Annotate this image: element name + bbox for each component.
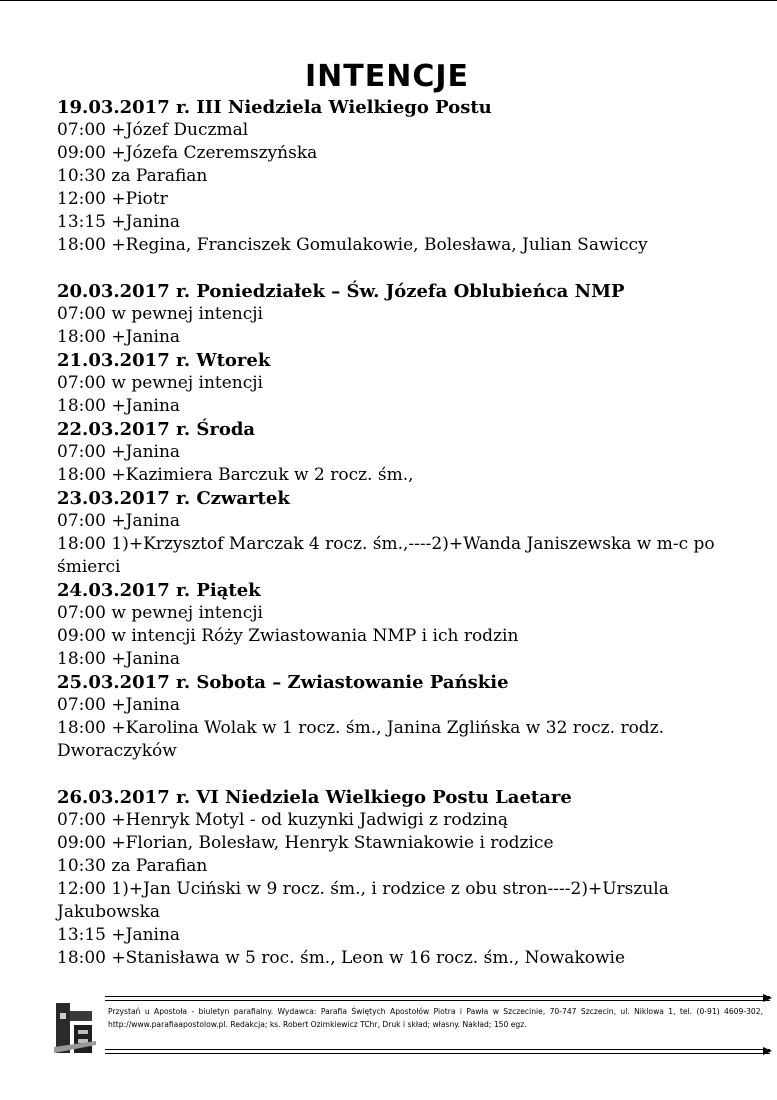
- mass-intention: 07:00 w pewnej intencji: [57, 304, 263, 324]
- day-heading: 26.03.2017 r. VI Niedziela Wielkiego Postu Laetare: [57, 787, 572, 808]
- footer-rule: [105, 1049, 770, 1050]
- mass-intention: 18:00 +Stanisława w 5 roc. śm., Leon w 16 rocz. śm., Nowakowie: [57, 948, 626, 968]
- mass-intention: 18:00 +Janina: [57, 396, 181, 416]
- day-section: [57, 487, 747, 579]
- day-section: [57, 671, 747, 763]
- mass-intention: 12:00 +Piotr: [57, 189, 168, 209]
- mass-intention: 13:15 +Janina: [57, 212, 181, 232]
- parish-logo-icon: [50, 997, 98, 1057]
- day-heading: 23.03.2017 r. Czwartek: [57, 488, 290, 509]
- mass-intention: 07:00 +Janina: [57, 511, 181, 531]
- mass-intention: 09:00 w intencji Róży Zwiastowania NMP i ich rodzin: [57, 626, 519, 646]
- mass-intention: 12:00 1)+Jan Uciński w 9 rocz. śm., i rodzice z obu stron----2)+Urszula Jakubowska: [57, 879, 669, 922]
- day-heading: 22.03.2017 r. Środa: [57, 419, 256, 440]
- arrow-right-icon: [763, 994, 772, 1002]
- mass-intention: 18:00 +Janina: [57, 327, 181, 347]
- day-section: [57, 349, 747, 418]
- bulletin-footer: [50, 992, 763, 1062]
- mass-intention: 10:30 za Parafian: [57, 166, 208, 186]
- mass-intention: 13:15 +Janina: [57, 925, 181, 945]
- day-section: [57, 280, 747, 349]
- day-heading: 21.03.2017 r. Wtorek: [57, 350, 271, 371]
- footer-rule: [105, 996, 770, 997]
- mass-intention: 07:00 w pewnej intencji: [57, 603, 263, 623]
- day-heading: 24.03.2017 r. Piątek: [57, 580, 261, 601]
- day-heading: 20.03.2017 r. Poniedziałek – Św. Józefa Oblubieńca NMP: [57, 281, 625, 302]
- mass-intention: 07:00 w pewnej intencji: [57, 373, 263, 393]
- mass-intention: 09:00 +Józefa Czeremszyńska: [57, 143, 318, 163]
- mass-intention: 18:00 1)+Krzysztof Marczak 4 rocz. śm.,----2)+Wanda Janiszewska w m-c po śmierci: [57, 534, 715, 577]
- mass-intention: 09:00 +Florian, Bolesław, Henryk Stawniakowie i rodzice: [57, 833, 554, 853]
- footer-rule: [105, 1000, 770, 1001]
- mass-intention: 18:00 +Janina: [57, 649, 181, 669]
- day-section: [57, 579, 747, 671]
- mass-intention: 10:30 za Parafian: [57, 856, 208, 876]
- mass-intention: 07:00 +Janina: [57, 695, 181, 715]
- intentions-document: [57, 58, 747, 970]
- day-section: [57, 96, 747, 257]
- day-section: [57, 786, 747, 970]
- mass-intention: 18:00 +Kazimiera Barczuk w 2 rocz. śm.,: [57, 465, 414, 485]
- arrow-right-icon: [763, 1047, 772, 1055]
- mass-intention: 18:00 +Regina, Franciszek Gomulakowie, Bolesława, Julian Sawiccy: [57, 235, 648, 255]
- mass-intention: 07:00 +Henryk Motyl - od kuzynki Jadwigi z rodziną: [57, 810, 509, 830]
- mass-intention: 07:00 +Janina: [57, 442, 181, 462]
- day-heading: 25.03.2017 r. Sobota – Zwiastowanie Pańskie: [57, 672, 509, 693]
- day-section: [57, 418, 747, 487]
- page-title: INTENCJE: [304, 59, 469, 94]
- day-heading: 19.03.2017 r. III Niedziela Wielkiego Postu: [57, 97, 492, 118]
- mass-intention: 07:00 +Józef Duczmal: [57, 120, 249, 140]
- footer-text: Przystań u Apostoła - biuletyn parafialny. Wydawca: Parafia Świętych Apostołów Piotra i Pawła w Szczecinie, 70-747 Szczecin, ul. Niklowa 1, tel. (0-91) 4609-302, http://www.parafiaapostolow.pl. Redakcja; ks. Robert Ozimkiewicz TChr, Druk i skład; własny. Nakład; 150 egz.: [108, 1007, 763, 1029]
- footer-rule: [105, 1053, 770, 1054]
- top-border-line: [0, 0, 777, 1]
- mass-intention: 18:00 +Karolina Wolak w 1 rocz. śm., Janina Zglińska w 32 rocz. rodz. Dworaczyków: [57, 718, 665, 761]
